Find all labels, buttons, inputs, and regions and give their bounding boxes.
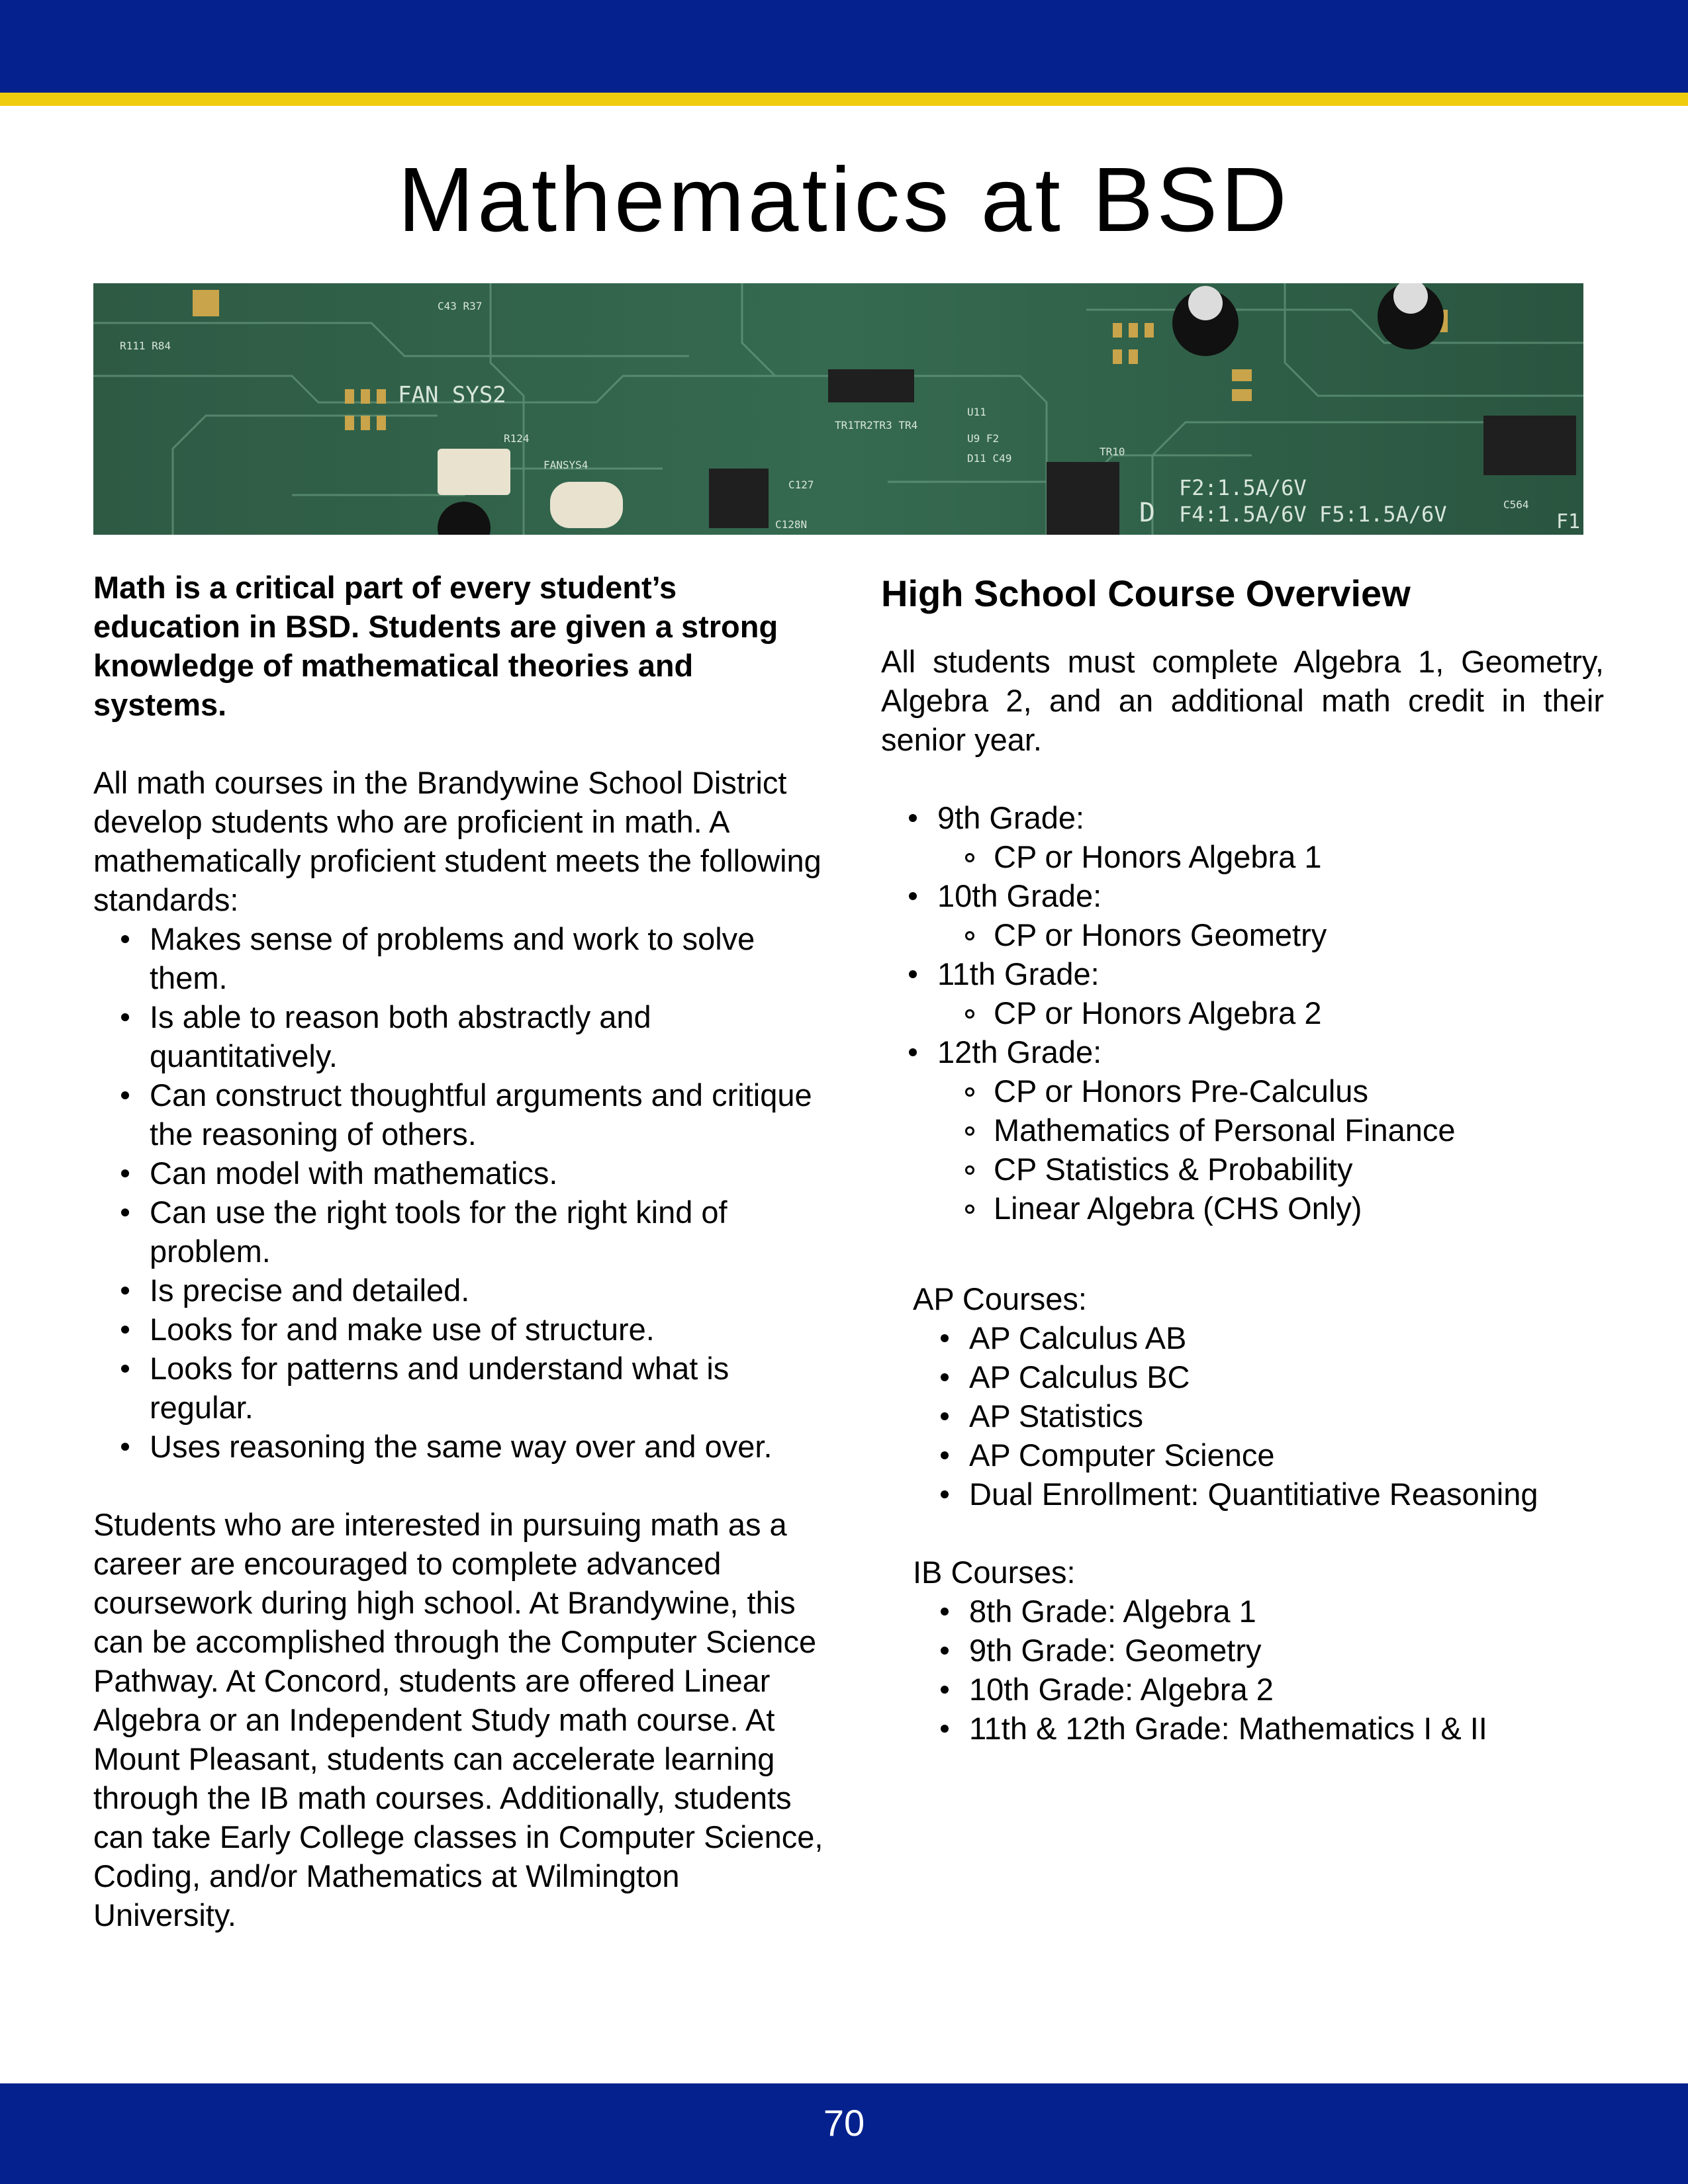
list-item: Can construct thoughtful arguments and critique the reasoning of others. xyxy=(93,1075,828,1154)
list-item: 8th Grade: Algebra 1 xyxy=(913,1592,1604,1631)
board-label: TR1TR2TR3 TR4 xyxy=(835,419,918,432)
list-item: Uses reasoning the same way over and over. xyxy=(93,1427,828,1466)
board-label: D xyxy=(1139,498,1156,528)
page-title: Mathematics at BSD xyxy=(398,149,1290,251)
board-label: FAN SYS2 xyxy=(398,382,506,408)
course-item: Linear Algebra (CHS Only) xyxy=(937,1189,1604,1228)
career-paragraph: Students who are interested in pursuing math as a career are encouraged to complete advanced coursework during high school. At Brandywine, this can be accomplished through the Computer Science Pathway. At Concord, students are offered Linear Algebra or an Independent Study math course. At Mount Pleasant, students can accelerate learning through the IB math courses. Additionally, students can take Early College classes in Computer Science, Coding, and/or Mathematics at Wilmington University. xyxy=(93,1507,823,1933)
ap-title: AP Courses: xyxy=(913,1281,1087,1316)
list-item: Looks for patterns and understand what is regular. xyxy=(93,1349,828,1427)
grade-list xyxy=(881,798,1604,1228)
list-item xyxy=(881,876,1604,954)
list-item: AP Calculus BC xyxy=(913,1357,1604,1396)
list-item: AP Calculus AB xyxy=(913,1318,1604,1357)
ap-list xyxy=(913,1318,1604,1514)
list-item: 9th Grade: Geometry xyxy=(913,1631,1604,1670)
board-label: F1 xyxy=(1556,510,1581,533)
ib-list xyxy=(913,1592,1604,1748)
standards-intro: All math courses in the Brandywine School District develop students who are proficient in math. A mathematically proficient student meets the following standards: xyxy=(93,765,821,917)
course-overview-heading: High School Course Overview xyxy=(881,572,1411,614)
board-label: U11 xyxy=(967,406,986,418)
grade-label: 11th Grade: xyxy=(937,956,1100,991)
grade-label: 10th Grade: xyxy=(937,878,1102,913)
lead-paragraph: Math is a critical part of every student’s education in BSD. Students are given a strong knowledge of mathematical theories and systems. xyxy=(93,570,778,722)
board-label: FANSYS4 xyxy=(543,459,588,471)
course-item: Mathematics of Personal Finance xyxy=(937,1111,1604,1150)
list-item: 10th Grade: Algebra 2 xyxy=(913,1670,1604,1709)
list-item xyxy=(881,1032,1604,1228)
course-item: CP Statistics & Probability xyxy=(937,1150,1604,1189)
right-column xyxy=(881,568,1604,1748)
board-label: TR10 xyxy=(1100,445,1125,458)
board-label: F2:1.5A/6V xyxy=(1179,475,1307,500)
list-item: Makes sense of problems and work to solve them. xyxy=(93,919,828,997)
ap-section xyxy=(913,1279,1604,1748)
list-item xyxy=(881,798,1604,876)
course-item: CP or Honors Algebra 1 xyxy=(937,837,1604,876)
course-item: CP or Honors Pre-Calculus xyxy=(937,1071,1604,1111)
list-item: 11th & 12th Grade: Mathematics I & II xyxy=(913,1709,1604,1748)
page-number: 70 xyxy=(823,2102,865,2144)
board-label: F4:1.5A/6V F5:1.5A/6V xyxy=(1179,502,1447,527)
board-label: R124 xyxy=(504,432,530,445)
list-item: Looks for and make use of structure. xyxy=(93,1310,828,1349)
list-item: Can model with mathematics. xyxy=(93,1154,828,1193)
board-label: C43 R37 xyxy=(438,300,483,312)
course-overview-intro: All students must complete Algebra 1, Geometry, Algebra 2, and an additional math credit in their senior year. xyxy=(881,644,1604,757)
course-item: CP or Honors Algebra 2 xyxy=(937,993,1604,1032)
list-item: Is precise and detailed. xyxy=(93,1271,828,1310)
board-label: C127 xyxy=(788,478,814,491)
list-item: Can use the right tools for the right kind of problem. xyxy=(93,1193,828,1271)
grade-label: 9th Grade: xyxy=(937,800,1085,835)
circuit-board-photo xyxy=(93,283,1583,535)
board-label: U9 F2 xyxy=(967,432,1000,445)
ib-title: IB Courses: xyxy=(913,1555,1076,1590)
list-item: AP Computer Science xyxy=(913,1435,1604,1475)
header-gold-stripe xyxy=(0,93,1688,106)
circuit-board-illustration xyxy=(93,283,1583,535)
list-item: AP Statistics xyxy=(913,1396,1604,1435)
list-item xyxy=(881,954,1604,1032)
board-label: R111 R84 xyxy=(120,340,171,352)
board-label: D11 C49 xyxy=(967,452,1012,465)
board-label: C128N xyxy=(775,518,808,531)
list-item: Dual Enrollment: Quantitiative Reasoning xyxy=(913,1475,1604,1514)
board-label: C564 xyxy=(1503,498,1529,511)
header-bar xyxy=(0,0,1688,93)
standards-list xyxy=(93,919,828,1466)
course-item: CP or Honors Geometry xyxy=(937,915,1604,954)
left-column xyxy=(93,568,828,1934)
grade-label: 12th Grade: xyxy=(937,1034,1102,1069)
list-item: Is able to reason both abstractly and quantitatively. xyxy=(93,997,828,1075)
